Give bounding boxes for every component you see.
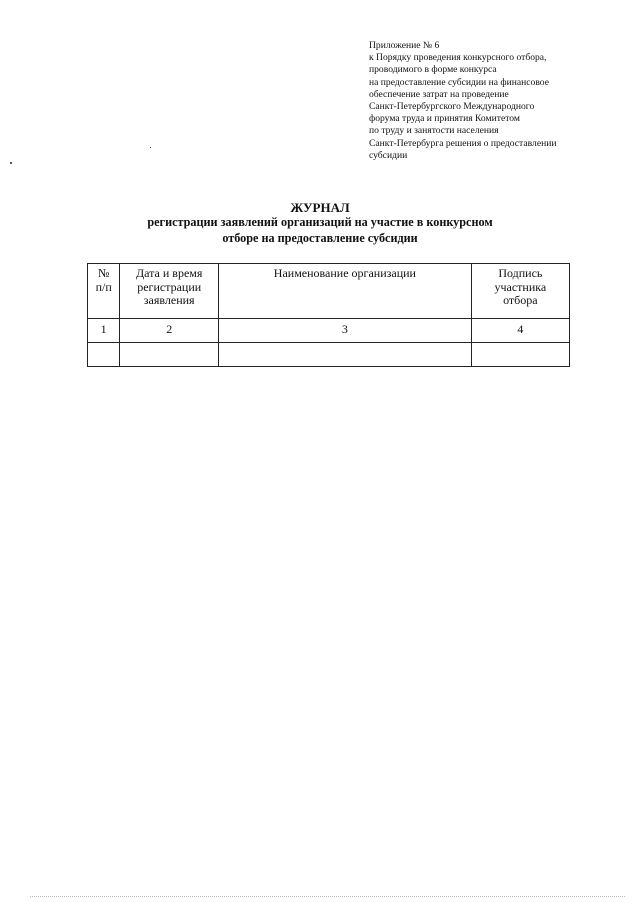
appendix-line: по труду и занятости населения xyxy=(369,125,499,137)
appendix-line: Санкт-Петербурга решения о предоставлении xyxy=(369,137,557,149)
appendix-line: Санкт-Петербургского Международного xyxy=(369,101,535,113)
journal-subtitle-line-1: регистрации заявлений организаций на участие в конкурсном xyxy=(147,215,493,229)
header-date-line: регистрации xyxy=(137,279,202,294)
document-title xyxy=(0,200,640,246)
header-signature-line: Подпись xyxy=(498,266,543,280)
table-row-empty xyxy=(88,343,570,367)
table-row-column-numbers xyxy=(88,319,570,343)
header-number-line: п/п xyxy=(95,279,112,294)
empty-cell xyxy=(219,343,472,367)
header-organization xyxy=(219,264,472,319)
appendix-line: к Порядку проведения конкурсного отбора, xyxy=(369,52,547,64)
scan-edge-line xyxy=(30,896,625,897)
scan-speck xyxy=(150,147,151,148)
column-number-cell: 2 xyxy=(120,319,219,343)
header-date-time xyxy=(120,264,219,319)
header-number-line: № xyxy=(97,266,110,280)
appendix-line: на предоставление субсидии на финансовое xyxy=(369,76,549,88)
registration-table xyxy=(87,263,570,367)
appendix-line: обеспечение затрат на проведение xyxy=(369,88,509,100)
header-signature-line: участника xyxy=(494,279,547,294)
header-signature xyxy=(471,264,569,319)
column-number-cell: 3 xyxy=(219,319,472,343)
header-number xyxy=(88,264,120,319)
appendix-line: проводимого в форме конкурса xyxy=(369,64,497,76)
scan-speck xyxy=(10,162,12,164)
appendix-line: Приложение № 6 xyxy=(369,40,440,51)
header-organization-line: Наименование организации xyxy=(273,266,416,280)
appendix-note xyxy=(369,40,619,162)
journal-subtitle-line-2: отборе на предоставление субсидии xyxy=(222,230,418,245)
header-date-line: заявления xyxy=(143,293,195,307)
table-header-row xyxy=(88,264,570,319)
header-signature-line: отбора xyxy=(503,293,538,307)
journal-title: ЖУРНАЛ xyxy=(290,200,350,215)
empty-cell xyxy=(471,343,569,367)
column-number-cell: 1 xyxy=(88,319,120,343)
appendix-line: форума труда и принятия Комитетом xyxy=(369,113,520,125)
header-date-line: Дата и время xyxy=(135,266,203,280)
appendix-line: субсидии xyxy=(369,149,408,161)
empty-cell xyxy=(88,343,120,367)
column-number-cell: 4 xyxy=(471,319,569,343)
empty-cell xyxy=(120,343,219,367)
